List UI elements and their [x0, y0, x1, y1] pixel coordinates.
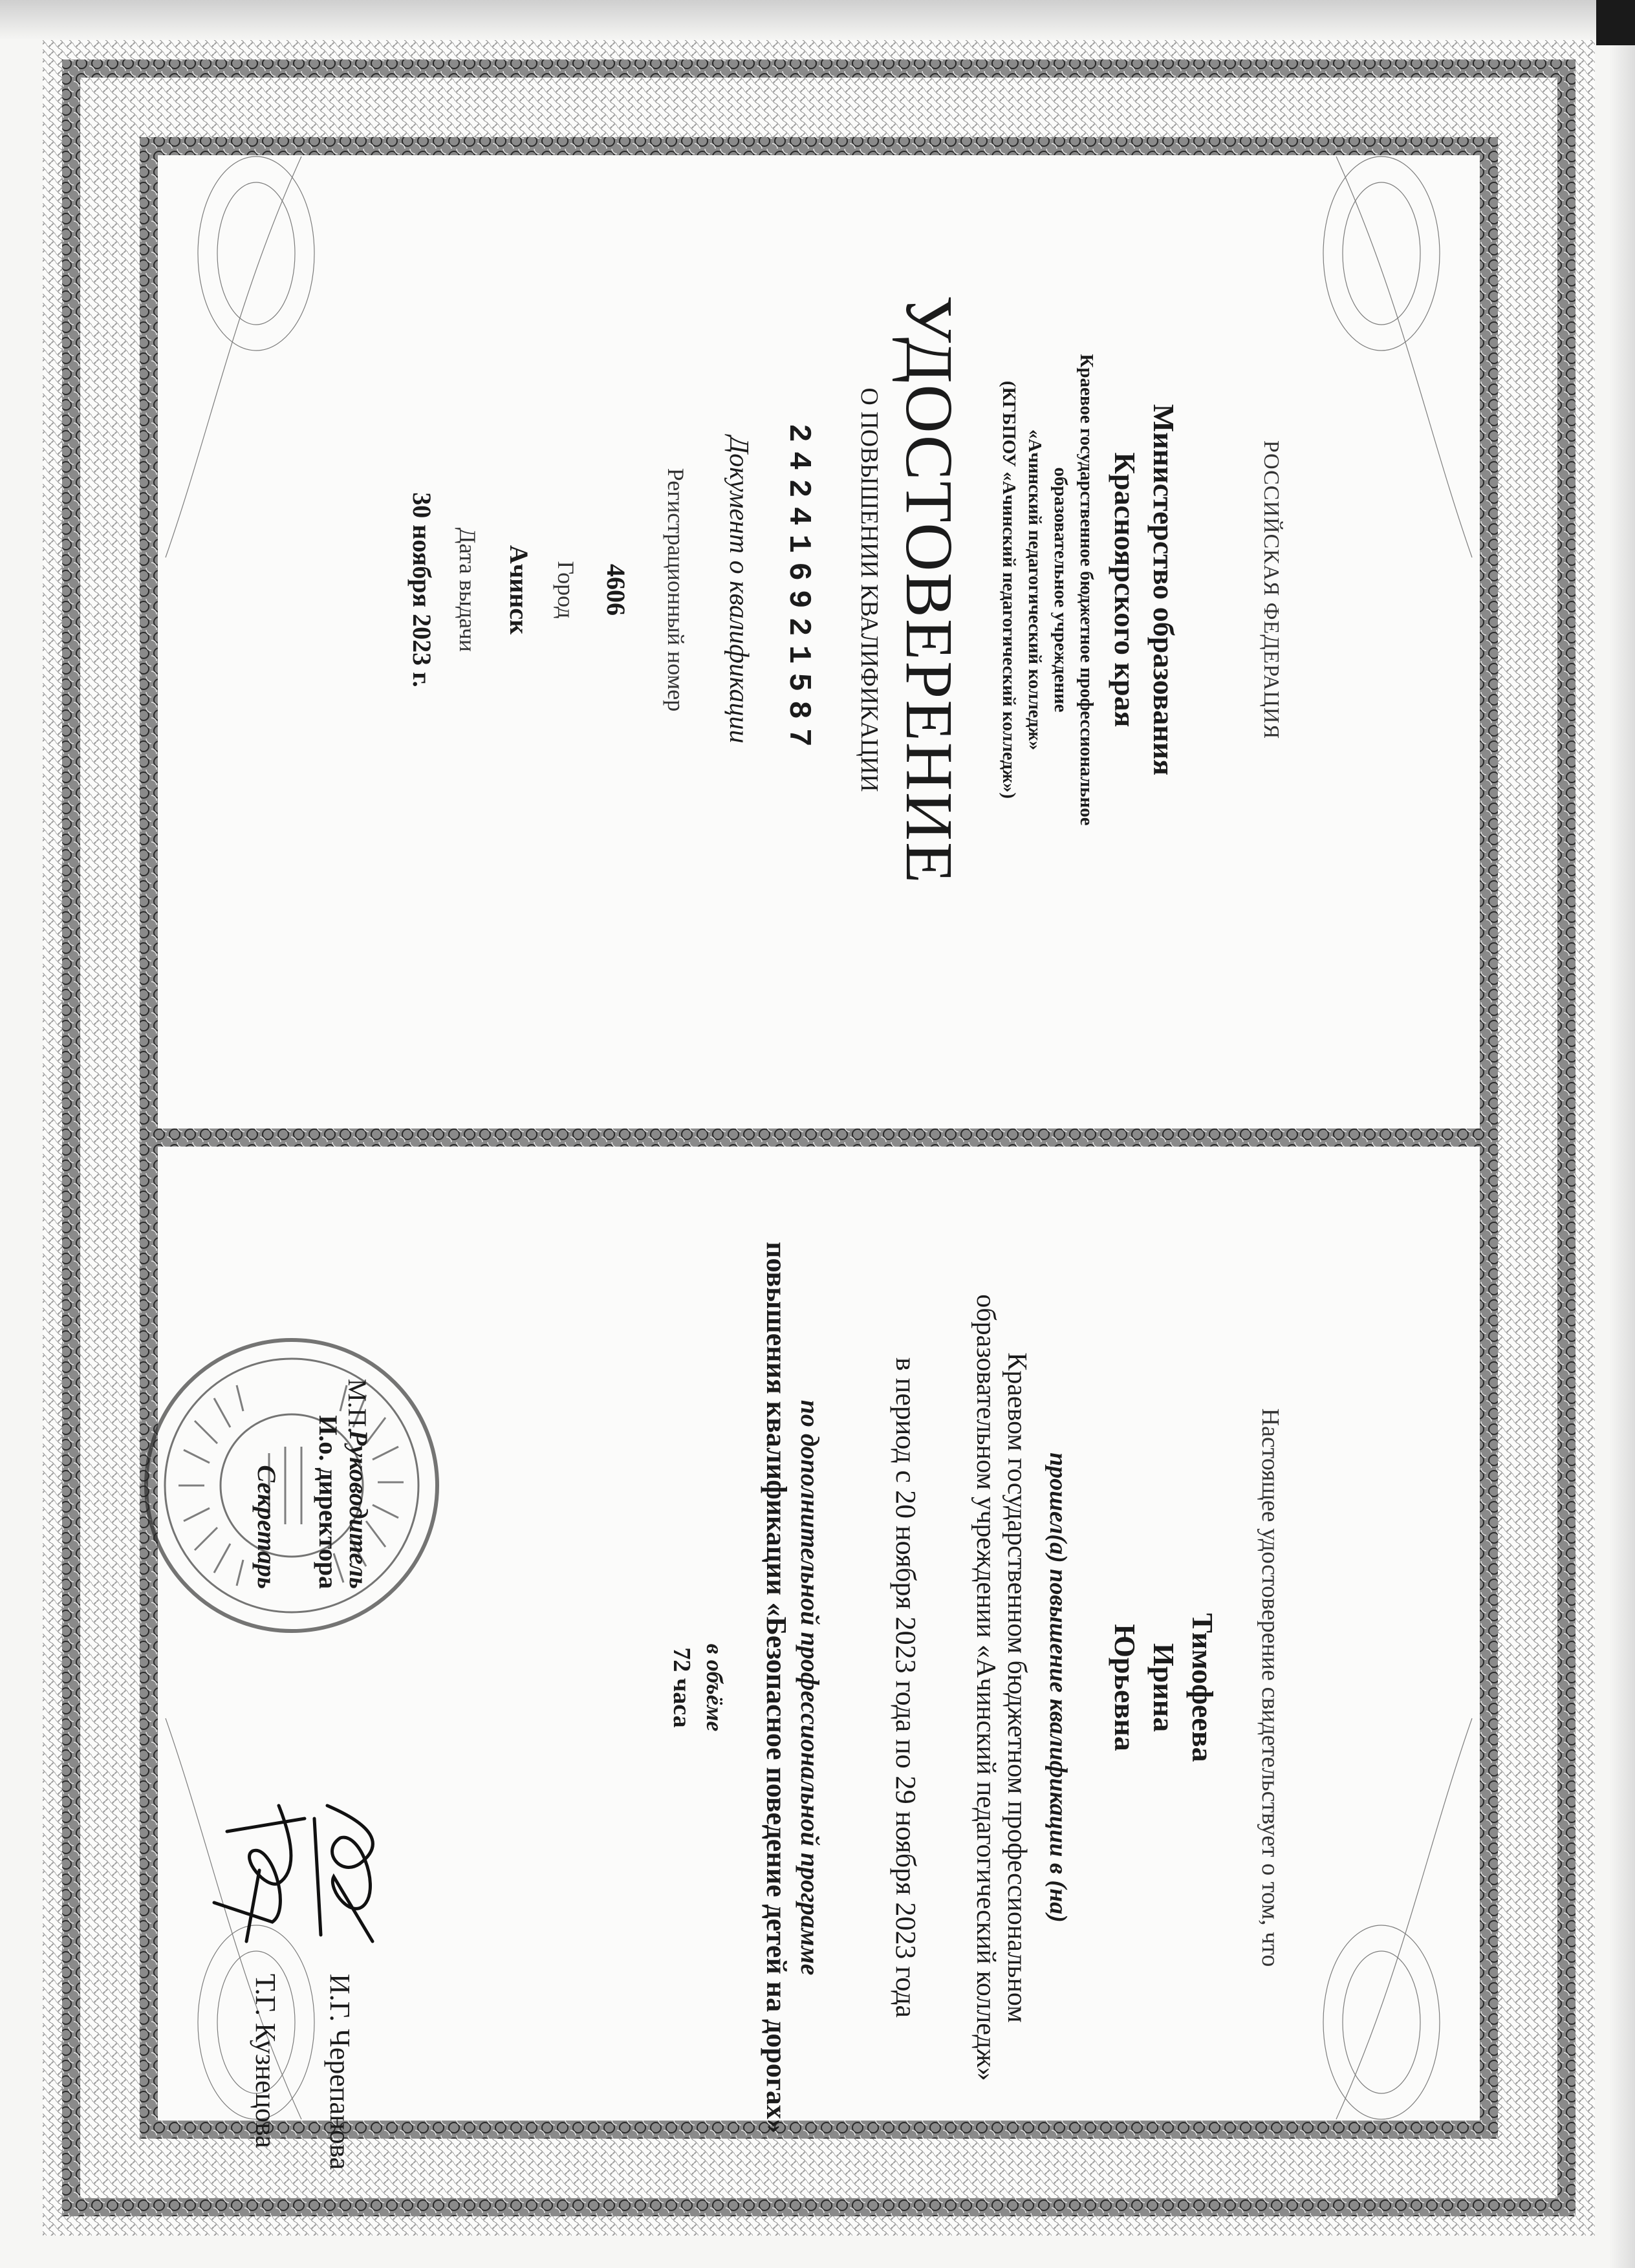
holder-patronymic: Юрьевна — [1109, 1624, 1142, 1751]
scan-edge — [1609, 0, 1635, 2268]
content-page — [43, 1139, 1595, 2236]
program-name: повышения квалификации «Безопасное поведение детей на дорогах» — [761, 1242, 792, 2133]
document-title: УДОСТОВЕРЕНИЕ — [892, 295, 966, 885]
secretary-signature — [208, 1793, 318, 1954]
head-name: И.Г. Черепанова — [324, 1974, 356, 2170]
issue-date-label: Дата выдачи — [455, 527, 481, 653]
document-subtitle: О ПОВЫШЕНИИ КВАЛИФИКАЦИИ — [856, 387, 883, 792]
issue-date: 30 ноября 2023 г. — [407, 492, 437, 687]
city-value: Ачинск — [504, 545, 534, 635]
org-line: (КГБПОУ «Ачинский педагогический колледж») — [999, 380, 1019, 799]
document-type: Документ о квалификации — [724, 436, 753, 744]
cover-page — [43, 40, 1595, 1139]
org-line: образовательное учреждение — [1050, 467, 1071, 713]
head-acting-role: И.о. директора — [314, 1415, 343, 1589]
secretary-role: Секретарь — [252, 1465, 281, 1589]
round-seal — [140, 1334, 444, 1637]
study-period: в период с 20 ноября 2023 года по 29 ноября 2023 года — [890, 1357, 922, 2018]
program-type: по дополнительной профессиональной программе — [796, 1399, 825, 1976]
passed-text: прошел(а) повышение квалификации в (на) — [1045, 1453, 1072, 1923]
registration-label: Регистрационный номер — [663, 468, 689, 712]
registration-number: 4606 — [601, 564, 631, 616]
city-label: Город — [553, 561, 579, 619]
institution-line: образовательном учреждении «Ачинский педагогический колледж» — [971, 1294, 1001, 2081]
head-role: Руководитель — [344, 1430, 373, 1589]
ministry-region: Красноярского края — [1109, 452, 1142, 728]
holder-first-name: Ирина — [1147, 1643, 1180, 1733]
volume-value: 72 часа — [668, 1647, 695, 1728]
certificate-sheet — [43, 40, 1595, 2236]
holder-surname: Тимофеева — [1186, 1613, 1219, 1762]
scan-corner — [1596, 0, 1635, 45]
institution-line: Краевом государственном бюджетном профессиональном — [1002, 1352, 1032, 2023]
stamp-place-label: М.П. — [343, 1379, 372, 1434]
ministry-name: Министерство образования — [1147, 404, 1180, 776]
intro-text: Настоящее удостоверение свидетельствует о том, что — [1257, 1408, 1284, 1967]
org-line: «Ачинский педагогический колледж» — [1024, 429, 1045, 751]
scan-shadow — [0, 0, 1635, 40]
volume-label: в объёме — [702, 1643, 728, 1732]
serial-number: 242416921587 — [781, 424, 816, 756]
secretary-name: Т.Г. Кузнецова — [250, 1974, 281, 2148]
country-name: РОССИЙСКАЯ ФЕДЕРАЦИЯ — [1259, 440, 1283, 740]
org-line: Краевое государственное бюджетное профессиональное — [1076, 354, 1097, 826]
